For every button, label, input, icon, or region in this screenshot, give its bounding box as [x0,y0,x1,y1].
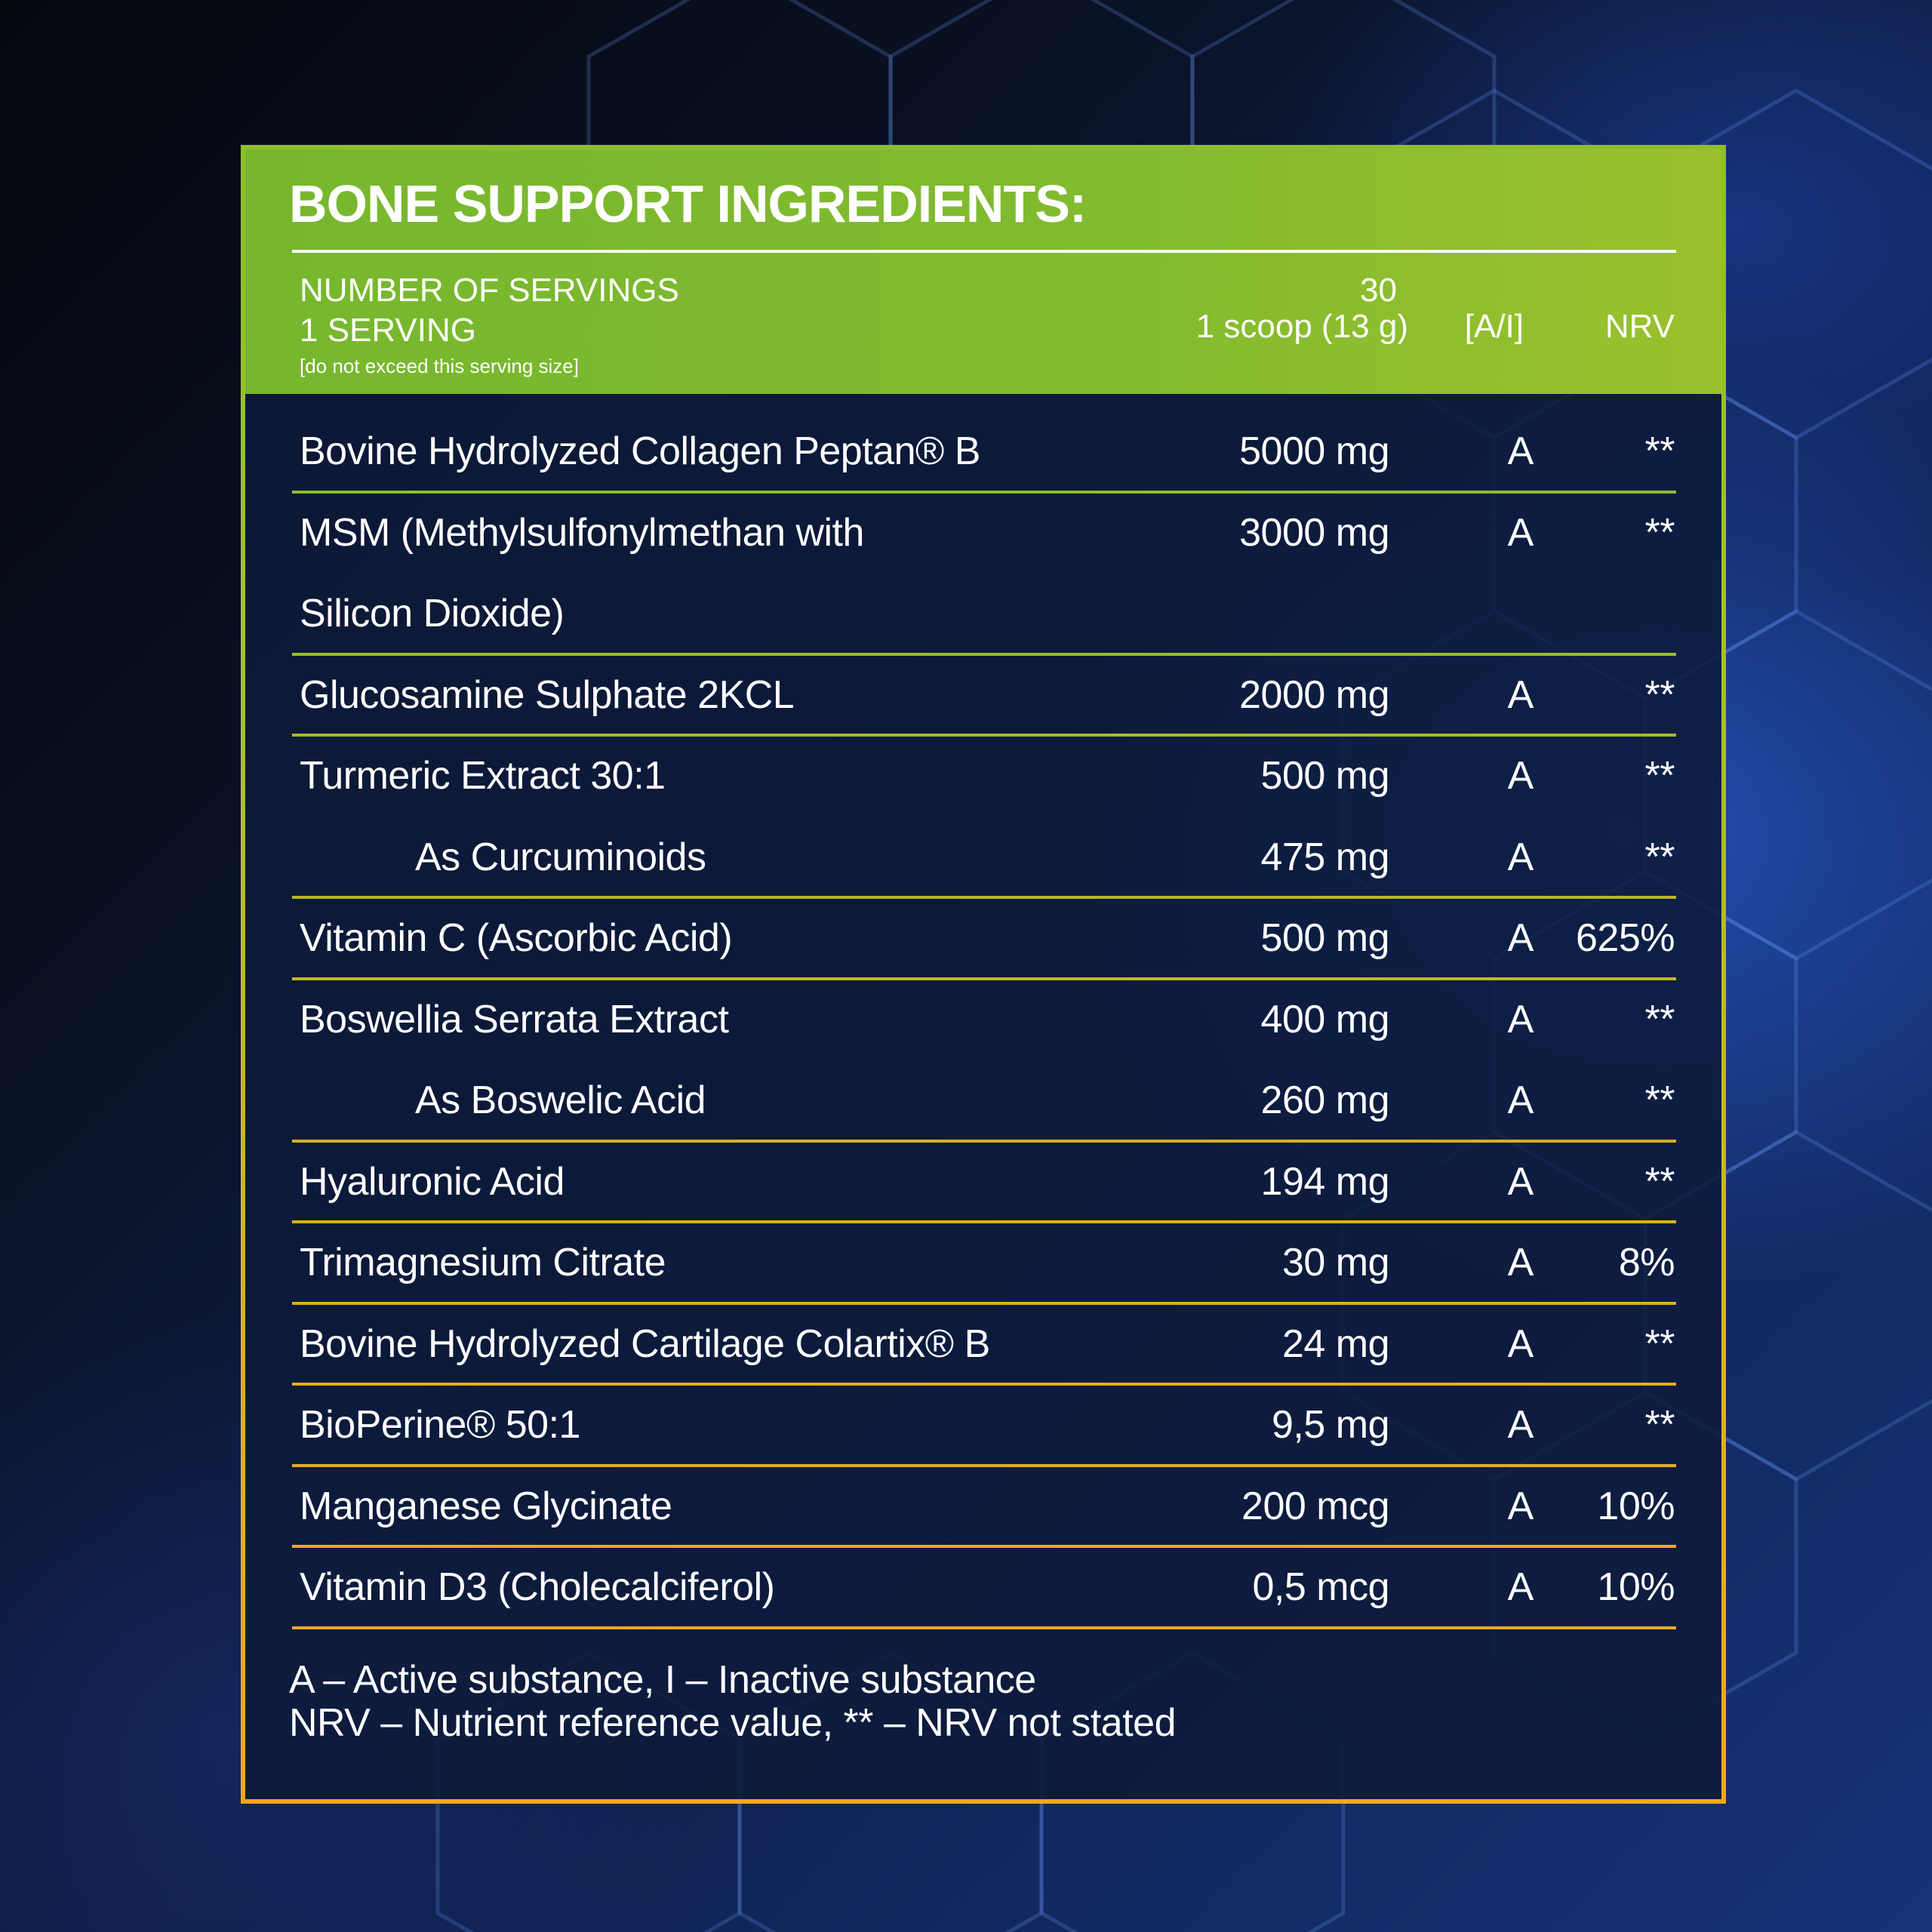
row-divider [292,1140,1676,1143]
ingredient-ai: A [1507,1565,1534,1609]
ingredient-nrv: 8% [1618,1241,1675,1284]
ingredient-name: Boswellia Serrata Extract [300,997,729,1041]
ingredient-name: Glucosamine Sulphate 2KCL [300,672,795,717]
servings-value: 30 [1360,272,1397,309]
row-divider [292,1383,1676,1386]
ingredient-name: Vitamin C (Ascorbic Acid) [300,916,733,960]
ingredient-nrv: ** [1644,754,1675,798]
ingredient-amount: 5000 mg [1239,429,1389,473]
ingredient-name: MSM (Methylsulfonylmethan with [300,510,864,555]
ingredient-nrv: ** [1644,672,1675,717]
panel-header [245,149,1721,394]
row-divider [292,1220,1676,1223]
panel-title: BONE SUPPORT INGREDIENTS: [289,174,1087,233]
row-divider [292,977,1676,980]
ingredients-panel [241,145,1726,1804]
row-divider [292,734,1676,737]
ingredient-amount: 500 mg [1260,754,1389,798]
ingredient-name: Silicon Dioxide) [300,592,565,635]
ingredient-ai: A [1507,429,1534,473]
ingredient-amount: 200 mcg [1241,1484,1389,1528]
row-divider [292,1302,1676,1305]
ingredient-name: Bovine Hydrolyzed Collagen Peptan® B [300,429,980,473]
ingredient-nrv: 10% [1597,1565,1675,1609]
ingredient-amount: 475 mg [1260,835,1389,879]
title-divider [292,250,1676,253]
ingredient-ai: A [1507,1321,1534,1366]
ingredient-ai: A [1507,1241,1534,1284]
ingredient-nrv: ** [1644,510,1675,555]
ingredient-ai: A [1507,916,1534,960]
ingredient-name: Bovine Hydrolyzed Cartilage Colartix® B [300,1321,990,1366]
ingredient-ai: A [1507,510,1534,555]
footnote-line: NRV – Nutrient reference value, ** – NRV not stated [289,1701,1176,1745]
serving-note: [do not exceed this serving size] [300,355,579,377]
serving-value: 1 scoop (13 g) [1195,308,1408,345]
row-divider [292,1464,1676,1467]
ingredient-nrv: 10% [1597,1484,1675,1528]
ingredient-amount: 30 mg [1281,1241,1389,1284]
ingredient-nrv: ** [1644,1321,1675,1366]
ingredient-name: Turmeric Extract 30:1 [300,754,666,798]
serving-label: 1 SERVING [300,312,476,349]
ingredient-name: Hyaluronic Acid [300,1159,565,1204]
ingredient-nrv: ** [1644,997,1675,1041]
ingredient-ai: A [1507,754,1534,798]
ingredient-nrv: ** [1644,1403,1675,1447]
ingredient-amount: 0,5 mcg [1252,1565,1389,1609]
ingredient-amount: 2000 mg [1239,672,1389,717]
ingredient-ai: A [1507,835,1534,879]
ingredient-ai: A [1507,997,1534,1041]
ingredient-amount: 24 mg [1281,1321,1389,1366]
ingredient-amount: 3000 mg [1239,510,1389,555]
nrv-column-header: NRV [1604,308,1675,345]
ingredient-ai: A [1507,1159,1534,1204]
ingredient-nrv: ** [1644,1159,1675,1204]
ingredient-name: Vitamin D3 (Cholecalciferol) [300,1565,775,1609]
ingredient-ai: A [1507,1078,1534,1122]
row-divider [292,653,1676,656]
ingredient-nrv: ** [1644,429,1675,473]
servings-label: NUMBER OF SERVINGS [300,272,679,309]
row-divider [292,1626,1676,1629]
ingredient-ai: A [1507,1484,1534,1528]
ingredient-name: BioPerine® 50:1 [300,1403,580,1447]
ingredient-amount: 500 mg [1260,916,1389,960]
ingredient-ai: A [1507,1403,1534,1447]
row-divider [292,1545,1676,1548]
ingredient-name: As Boswelic Acid [415,1078,706,1122]
ingredient-amount: 9,5 mg [1272,1403,1389,1447]
ingredient-nrv: ** [1644,1078,1675,1122]
ingredient-amount: 400 mg [1260,997,1389,1041]
ai-column-header: [A/I] [1464,308,1524,345]
footnote-line: A – Active substance, I – Inactive substance [289,1658,1036,1702]
ingredient-ai: A [1507,672,1534,717]
ingredient-nrv: 625% [1576,916,1675,960]
ingredient-nrv: ** [1644,835,1675,879]
ingredient-name: Manganese Glycinate [300,1484,672,1528]
ingredient-name: As Curcuminoids [415,835,706,879]
ingredient-amount: 194 mg [1260,1159,1389,1204]
ingredient-amount: 260 mg [1260,1078,1389,1122]
row-divider [292,491,1676,494]
row-divider [292,896,1676,899]
ingredient-name: Trimagnesium Citrate [300,1241,666,1284]
